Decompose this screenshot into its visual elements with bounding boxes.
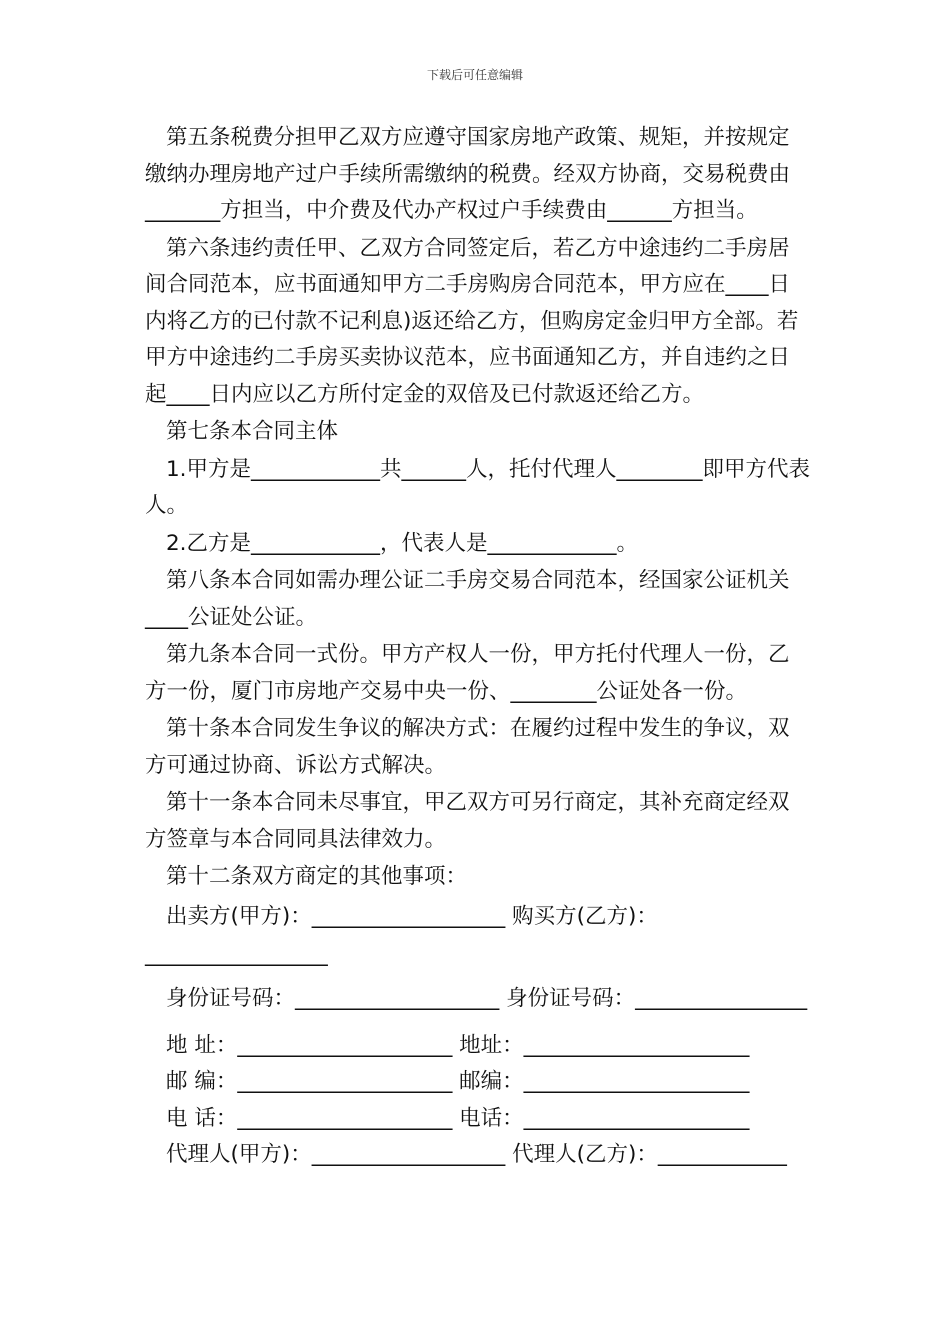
signature-address-row: 地 址：____________________ 地址：_____________________: [166, 1032, 750, 1058]
contract-body: [145, 120, 810, 1174]
article-10-disputes: 第十条本合同发生争议的解决方式：在履约过程中发生的争议，双方可通过协商、诉讼方式解决。: [145, 716, 790, 778]
signature-agent-row: 代理人(甲方)：__________________ 代理人(乙方)：____________: [166, 1142, 787, 1167]
article-7-party-b: 2.乙方是____________，代表人是____________。: [166, 530, 639, 556]
article-12-other: 第十二条双方商定的其他事项：: [166, 864, 468, 889]
article-7-party-a: 1.甲方是____________共______人，托付代理人________即甲方代表人。: [145, 456, 811, 518]
signature-postcode-row: 邮 编：____________________ 邮编：_____________________: [166, 1069, 750, 1094]
article-6-breach: 第六条违约责任甲、乙双方合同签定后，若乙方中途违约二手房居间合同范本，应书面通知甲方二手房购房合同范本，甲方应在____日内将乙方的已付款不记利息)返还给乙方，但购房定金归甲方全部。若甲方中途违约二手房买卖协议范本，应书面通知乙方，并自违约之日起____日内应以乙方所付定金的双倍及已付款返还给乙方。: [145, 235, 799, 407]
signature-seller-buyer-row: 出卖方(甲方)：__________________ 购买方(乙方)：_________________: [145, 903, 658, 967]
page-header: 下载后可任意编辑: [426, 68, 523, 82]
article-7-title: 第七条本合同主体: [166, 419, 339, 444]
article-9-copies: 第九条本合同一式份。甲方产权人一份，甲方托付代理人一份，乙方一份，厦门市房地产交易中央一份、________公证处各一份。: [145, 642, 790, 704]
article-11-supplement: 第十一条本合同未尽事宜，甲乙双方可另行商定，其补充商定经双方签章与本合同同具法律效力。: [145, 790, 790, 852]
article-8-notarization: 第八条本合同如需办理公证二手房交易合同范本，经国家公证机关____公证处公证。: [145, 568, 790, 630]
article-5-taxes: 第五条税费分担甲乙双方应遵守国家房地产政策、规矩，并按规定缴纳办理房地产过户手续所需缴纳的税费。经双方协商，交易税费由_______方担当，中介费及代办产权过户手续费由______方担当。: [145, 125, 791, 223]
signature-id-number-row: 身份证号码：___________________ 身份证号码：________________: [166, 985, 808, 1011]
signature-phone-row: 电 话：____________________ 电话：_____________________: [166, 1105, 750, 1131]
